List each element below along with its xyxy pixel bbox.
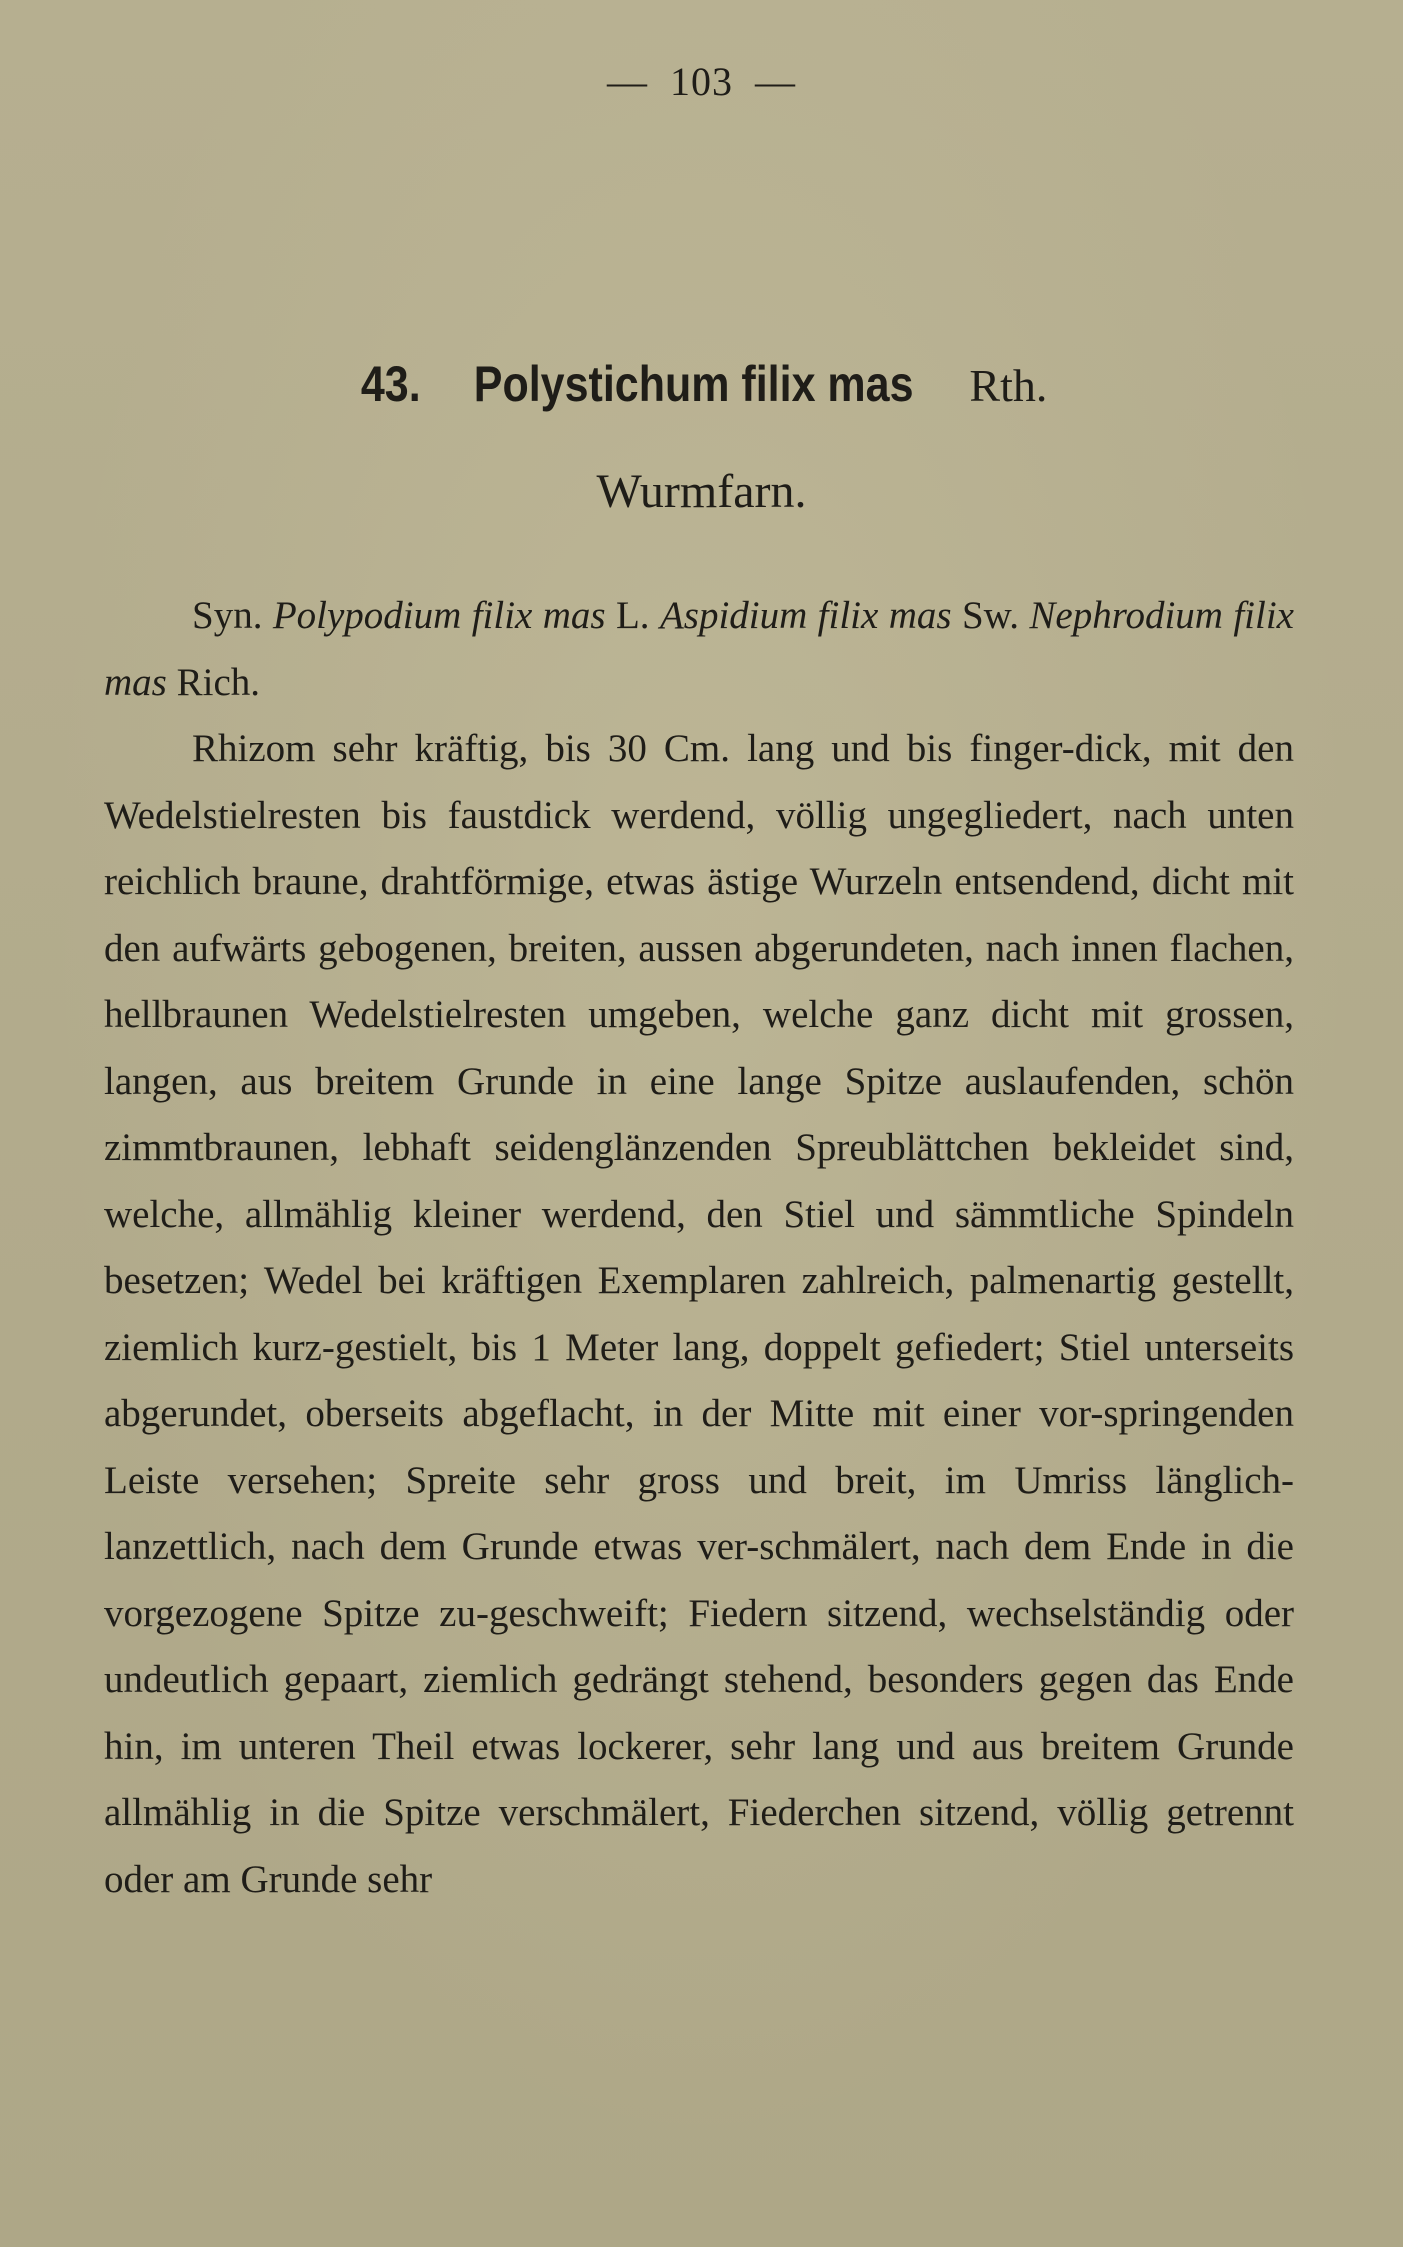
synonym-3-author: Rich. [176, 660, 261, 704]
body-text [104, 583, 1294, 1913]
synonym-3-name: Nephrodium filix mas [104, 594, 1294, 704]
common-name: Wurmfarn. [596, 465, 807, 518]
synonyms-paragraph [104, 583, 1294, 716]
description-paragraph: Rhizom sehr kräftig, bis 30 Cm. lang und bis finger-dick, mit den Wedelstielresten bis faustdick werdend, völlig ungegliedert, nach unten reichlich braune, drahtförmige, etwas ästige Wurzeln entsendend, dicht mit den aufwärts gebogenen, breiten, aussen abgerundeten, nach innen flachen, hellbraunen Wedelstielresten umgeben, welche ganz dicht mit grossen, langen, aus breitem Grunde in eine lange Spitze auslaufenden, schön zimmtbraunen, lebhaft seidenglänzenden Spreublättchen bekleidet sind, welche, allmählig kleiner werdend, den Stiel und sämmtliche Spindeln besetzen; Wedel bei kräftigen Exemplaren zahlreich, palmenartig gestellt, ziemlich kurz-gestielt, bis 1 Meter lang, doppelt gefiedert; Stiel unterseits abgerundet, oberseits abgeflacht, in der Mitte mit einer vor-springenden Leiste versehen; Spreite sehr gross und breit, im Umriss länglich-lanzettlich, nach dem Grunde etwas ver-schmälert, nach dem Ende in die vorgezogene Spitze zu-geschweift; Fiedern sitzend, wechselständig oder undeutlich gepaart, ziemlich gedrängt stehend, besonders gegen das Ende hin, im unteren Theil etwas lockerer, sehr lang und aus breitem Grunde allmählig in die Spitze verschmälert, Fiederchen sitzend, völlig getrennt oder am Grunde sehr [104, 727, 1294, 1901]
species-heading [0, 355, 1403, 413]
synonym-2-name: Aspidium filix mas [659, 594, 952, 637]
species-author: Rth. [969, 360, 1048, 411]
synonym-1-author: L. [615, 594, 650, 637]
page-number: — 103 — [607, 59, 796, 104]
synonym-1-name: Polypodium filix mas [272, 594, 606, 637]
species-number: 43. [360, 356, 421, 412]
species-latin-name: Polystichum filix mas [473, 356, 914, 412]
synonyms-prefix: Syn. [192, 594, 263, 637]
synonym-2-author: Sw. [961, 594, 1020, 637]
